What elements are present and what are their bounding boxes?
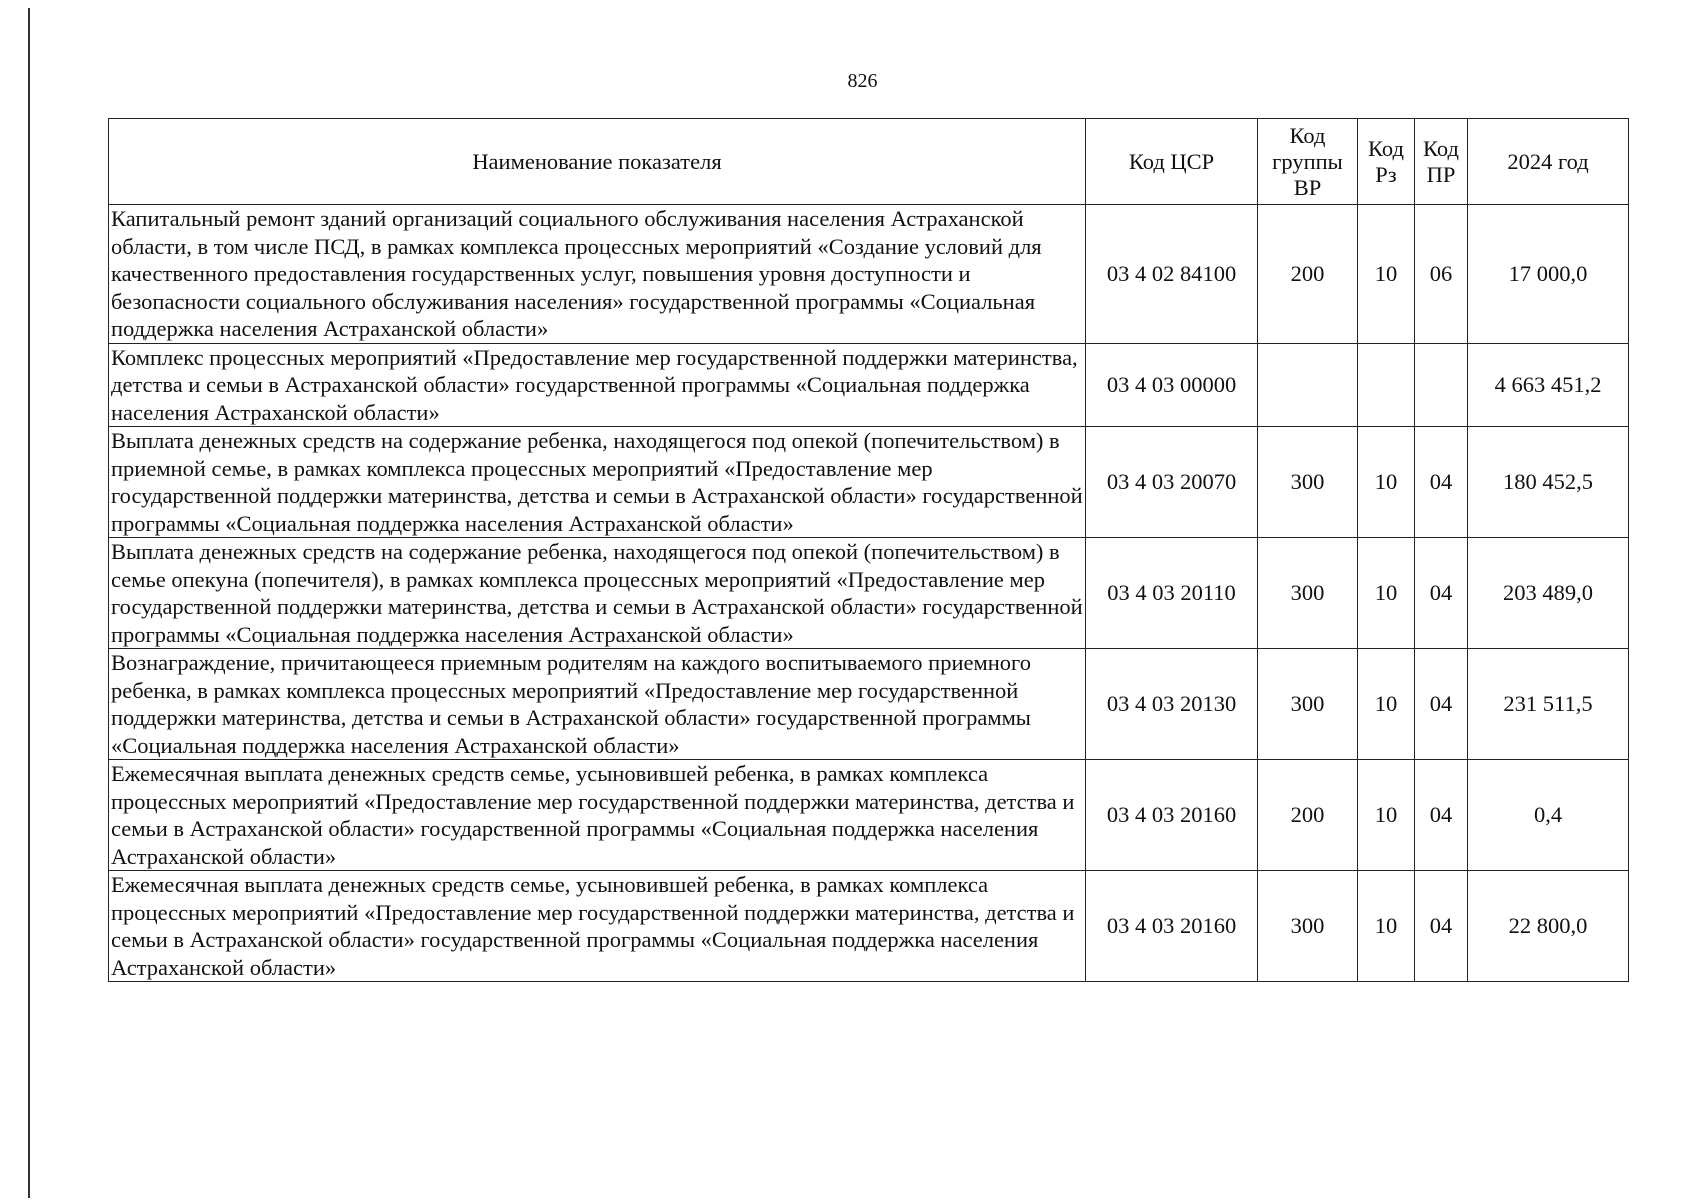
header-vr: Код группы ВР <box>1258 119 1358 205</box>
header-pr: Код ПР <box>1415 119 1468 205</box>
table-row <box>109 538 1629 649</box>
row-vr: 200 <box>1258 205 1358 344</box>
row-pr: 04 <box>1415 649 1468 760</box>
row-name: Выплата денежных средств на содержание ребенка, находящегося под опекой (попечительством) в приемной семье, в рамках комплекса процессных мероприятий «Предоставление мер государственной поддержки материнства, детства и семьи в Астраханской области» государственной программы «Социальная поддержка населения Астраханской области» <box>109 427 1086 538</box>
row-csr: 03 4 03 20160 <box>1086 760 1258 871</box>
row-vr: 300 <box>1258 427 1358 538</box>
table-row <box>109 871 1629 982</box>
row-amount: 0,4 <box>1468 760 1629 871</box>
binding-line <box>28 8 30 1198</box>
row-rz: 10 <box>1358 538 1415 649</box>
row-csr: 03 4 03 20130 <box>1086 649 1258 760</box>
row-rz: 10 <box>1358 871 1415 982</box>
row-csr: 03 4 03 20070 <box>1086 427 1258 538</box>
table-row <box>109 760 1629 871</box>
budget-table <box>108 118 1629 982</box>
row-rz <box>1358 343 1415 427</box>
row-csr: 03 4 03 20110 <box>1086 538 1258 649</box>
row-amount: 180 452,5 <box>1468 427 1629 538</box>
row-rz: 10 <box>1358 205 1415 344</box>
row-vr: 300 <box>1258 871 1358 982</box>
table-row <box>109 649 1629 760</box>
row-name: Ежемесячная выплата денежных средств семье, усыновившей ребенка, в рамках комплекса процессных мероприятий «Предоставление мер государственной поддержки материнства, детства и семьи в Астраханской области» государственной программы «Социальная поддержка населения Астраханской области» <box>109 871 1086 982</box>
row-amount: 22 800,0 <box>1468 871 1629 982</box>
row-vr: 300 <box>1258 649 1358 760</box>
row-amount: 17 000,0 <box>1468 205 1629 344</box>
header-csr: Код ЦСР <box>1086 119 1258 205</box>
row-name: Ежемесячная выплата денежных средств семье, усыновившей ребенка, в рамках комплекса процессных мероприятий «Предоставление мер государственной поддержки материнства, детства и семьи в Астраханской области» государственной программы «Социальная поддержка населения Астраханской области» <box>109 760 1086 871</box>
row-amount: 231 511,5 <box>1468 649 1629 760</box>
row-pr: 04 <box>1415 760 1468 871</box>
page-number: 826 <box>847 70 878 92</box>
row-name: Капитальный ремонт зданий организаций социального обслуживания населения Астраханской области, в том числе ПСД, в рамках комплекса процессных мероприятий «Создание условий для качественного предоставления государственных услуг, повышения уровня доступности и безопасности социального обслуживания населения» государственной программы «Социальная поддержка населения Астраханской области» <box>109 205 1086 344</box>
row-pr: 06 <box>1415 205 1468 344</box>
table-row <box>109 343 1629 427</box>
row-amount: 4 663 451,2 <box>1468 343 1629 427</box>
row-pr: 04 <box>1415 427 1468 538</box>
row-pr: 04 <box>1415 538 1468 649</box>
row-vr: 300 <box>1258 538 1358 649</box>
row-pr <box>1415 343 1468 427</box>
row-name: Выплата денежных средств на содержание ребенка, находящегося под опекой (попечительством) в семье опекуна (попечителя), в рамках комплекса процессных мероприятий «Предоставление мер государственной поддержки материнства, детства и семьи в Астраханской области» государственной программы «Социальная поддержка населения Астраханской области» <box>109 538 1086 649</box>
row-csr: 03 4 03 20160 <box>1086 871 1258 982</box>
header-name: Наименование показателя <box>109 119 1086 205</box>
row-amount: 203 489,0 <box>1468 538 1629 649</box>
header-rz: Код Рз <box>1358 119 1415 205</box>
row-rz: 10 <box>1358 760 1415 871</box>
table-row <box>109 205 1629 344</box>
row-vr: 200 <box>1258 760 1358 871</box>
row-vr <box>1258 343 1358 427</box>
header-row <box>109 119 1629 205</box>
header-year: 2024 год <box>1468 119 1629 205</box>
row-name: Вознаграждение, причитающееся приемным родителям на каждого воспитываемого приемного ребенка, в рамках комплекса процессных мероприятий «Предоставление мер государственной поддержки материнства, детства и семьи в Астраханской области» государственной программы «Социальная поддержка населения Астраханской области» <box>109 649 1086 760</box>
row-name: Комплекс процессных мероприятий «Предоставление мер государственной поддержки материнства, детства и семьи в Астраханской области» государственной программы «Социальная поддержка населения Астраханской области» <box>109 343 1086 427</box>
row-csr: 03 4 03 00000 <box>1086 343 1258 427</box>
row-rz: 10 <box>1358 649 1415 760</box>
row-csr: 03 4 02 84100 <box>1086 205 1258 344</box>
row-pr: 04 <box>1415 871 1468 982</box>
row-rz: 10 <box>1358 427 1415 538</box>
table-row <box>109 427 1629 538</box>
